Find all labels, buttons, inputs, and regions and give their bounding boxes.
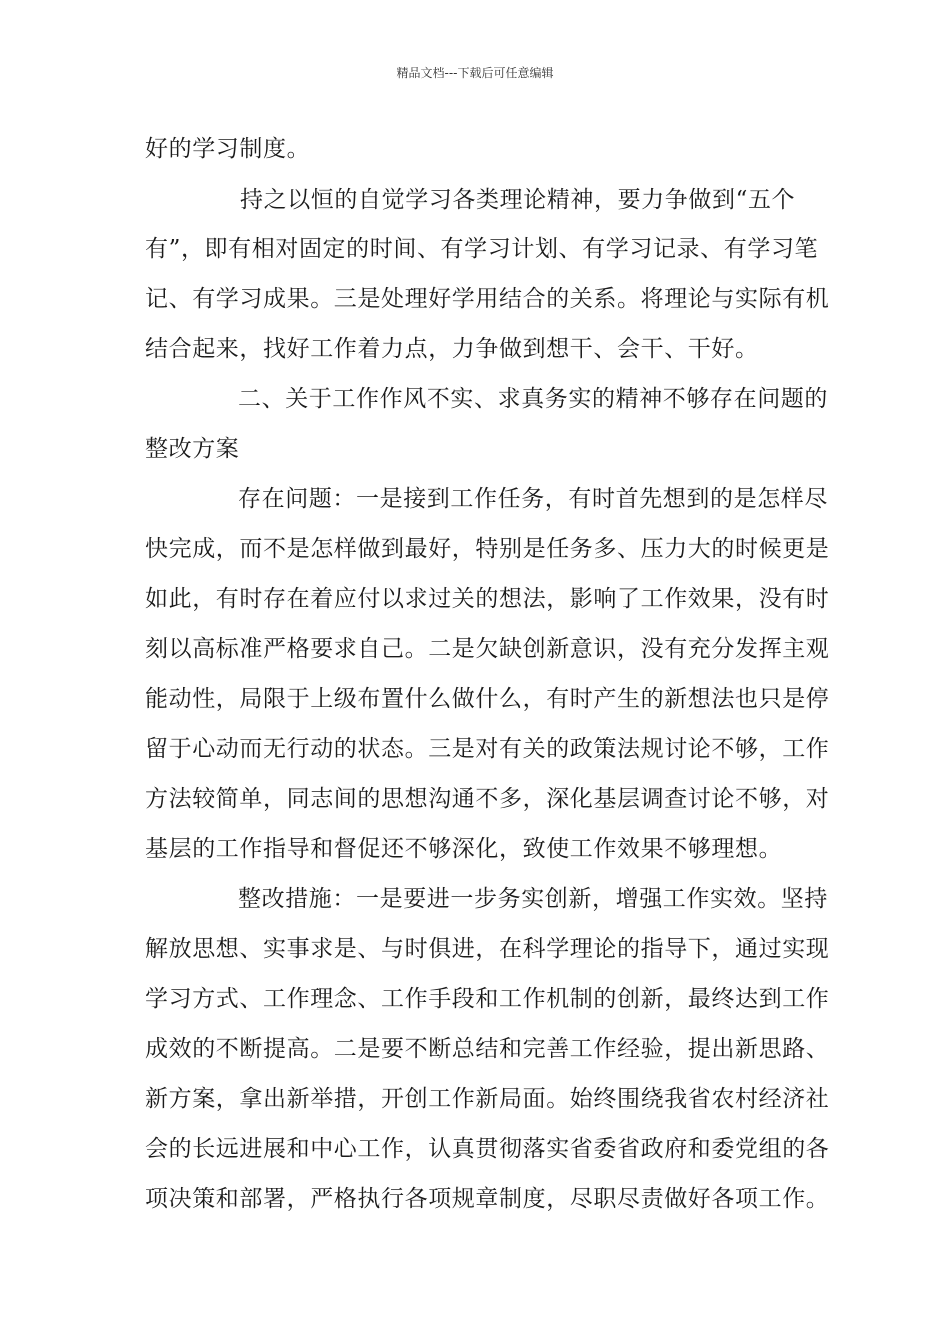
text-line: 结合起来，找好工作着力点，力争做到想干、会干、干好。: [145, 336, 759, 362]
section-heading-line: 二、关于工作作风不实、求真务实的精神不够存在问题的: [238, 386, 828, 412]
text-line: 如此，有时存在着应付以求过关的想法，影响了工作效果，没有时: [145, 586, 830, 612]
text-line: 会的长远进展和中心工作，认真贯彻落实省委省政府和委党组的各: [145, 1136, 830, 1162]
text-line: 能动性，局限于上级布置什么做什么，有时产生的新想法也只是停: [145, 686, 830, 712]
paragraph-first-line: 持之以恒的自觉学习各类理论精神，要力争做到“五个: [240, 187, 796, 213]
text-line: 基层的工作指导和督促还不够深化，致使工作效果不够理想。: [145, 836, 783, 862]
text-line: 方法较简单，同志间的思想沟通不多，深化基层调查讨论不够，对: [145, 786, 830, 812]
page-header: 精品文档---下载后可任意编辑: [396, 66, 554, 80]
section-heading-line: 整改方案: [145, 436, 240, 462]
text-line: 有”，即有相对固定的时间、有学习计划、有学习记录、有学习笔: [145, 236, 819, 262]
text-line: 成效的不断提高。二是要不断总结和完善工作经验，提出新思路、: [145, 1036, 830, 1062]
paragraph-first-line: 整改措施：一是要进一步务实创新，增强工作实效。坚持: [238, 886, 828, 912]
text-line: 好的学习制度。: [145, 136, 311, 162]
text-line: 刻以高标准严格要求自己。二是欠缺创新意识，没有充分发挥主观: [145, 636, 830, 662]
text-line: 解放思想、实事求是、与时俱进，在科学理论的指导下，通过实现: [145, 936, 830, 962]
text-line: 学习方式、工作理念、工作手段和工作机制的创新，最终达到工作: [145, 986, 830, 1012]
text-line: 留于心动而无行动的状态。三是对有关的政策法规讨论不够，工作: [145, 736, 830, 762]
text-line: 快完成，而不是怎样做到最好，特别是任务多、压力大的时候更是: [145, 536, 830, 562]
paragraph-first-line: 存在问题：一是接到工作任务，有时首先想到的是怎样尽: [238, 486, 828, 512]
text-line: 项决策和部署，严格执行各项规章制度，尽职尽责做好各项工作。: [145, 1186, 830, 1212]
text-line: 记、有学习成果。三是处理好学用结合的关系。将理论与实际有机: [145, 286, 830, 312]
text-line: 新方案，拿出新举措，开创工作新局面。始终围绕我省农村经济社: [145, 1086, 830, 1112]
